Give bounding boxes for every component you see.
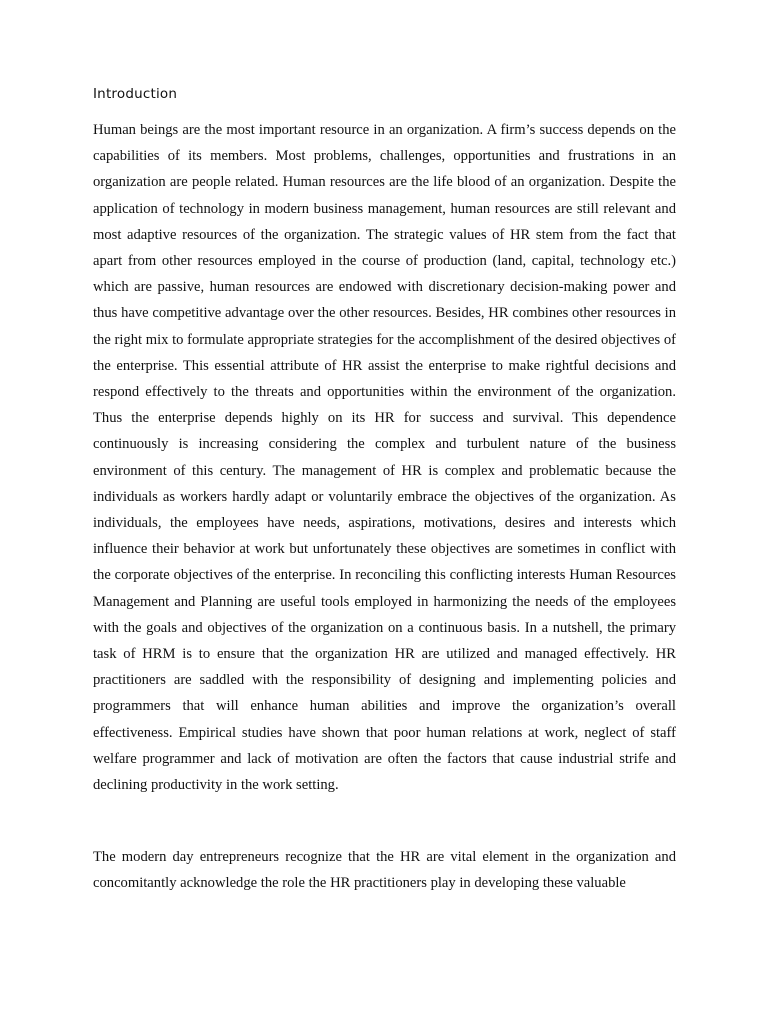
paragraph-1: Human beings are the most important resource in an organization. A firm’s success depends on the capabilities of its members. Most problems, challenges, opportunities and frustrations in an organization are people related. Human resources are the life blood of an organization. Despite the application of technology in modern business management, human resources are still relevant and most adaptive resources of the organization. The strategic values of HR stem from the fact that apart from other resources employed in the course of production (land, capital, technology etc.) which are passive, human resources are endowed with discretionary decision-making power and thus have competitive advantage over the other resources. Besides, HR combines other resources in the right mix to formulate appropriate strategies for the accomplishment of the desired objectives of the enterprise. This essential attribute of HR assist the enterprise to make rightful decisions and respond effectively to the threats and opportunities within the environment of the organization. Thus the enterprise depends highly on its HR for success and survival. This dependence continuously is increasing considering the complex and turbulent nature of the business environment of this century. The management of HR is complex and problematic because the individuals as workers hardly adapt or voluntarily embrace the objectives of the organization. As individuals, the employees have needs, aspirations, motivations, desires and interests which influence their behavior at work but unfortunately these objectives are sometimes in conflict with the corporate objectives of the enterprise. In reconciling this conflicting interests Human Resources Management and Planning are useful tools employed in harmonizing the needs of the employees with the goals and objectives of the organization on a continuous basis. In a nutshell, the primary task of HRM is to ensure that the organization HR are utilized and managed effectively. HR practitioners are saddled with the responsibility of designing and implementing policies and programmers that will enhance human abilities and improve the organization’s overall effectiveness. Empirical studies have shown that poor human relations at work, neglect of staff welfare programmer and lack of motivation are often the factors that cause industrial strife and declining productivity in the work setting.	[93, 122, 676, 794]
paragraph-2: The modern day entrepreneurs recognize that the HR are vital element in the organization and concomitantly acknowledge the role the HR practitioners play in developing these valuable	[93, 849, 676, 892]
section-heading: Introduction	[93, 86, 178, 102]
